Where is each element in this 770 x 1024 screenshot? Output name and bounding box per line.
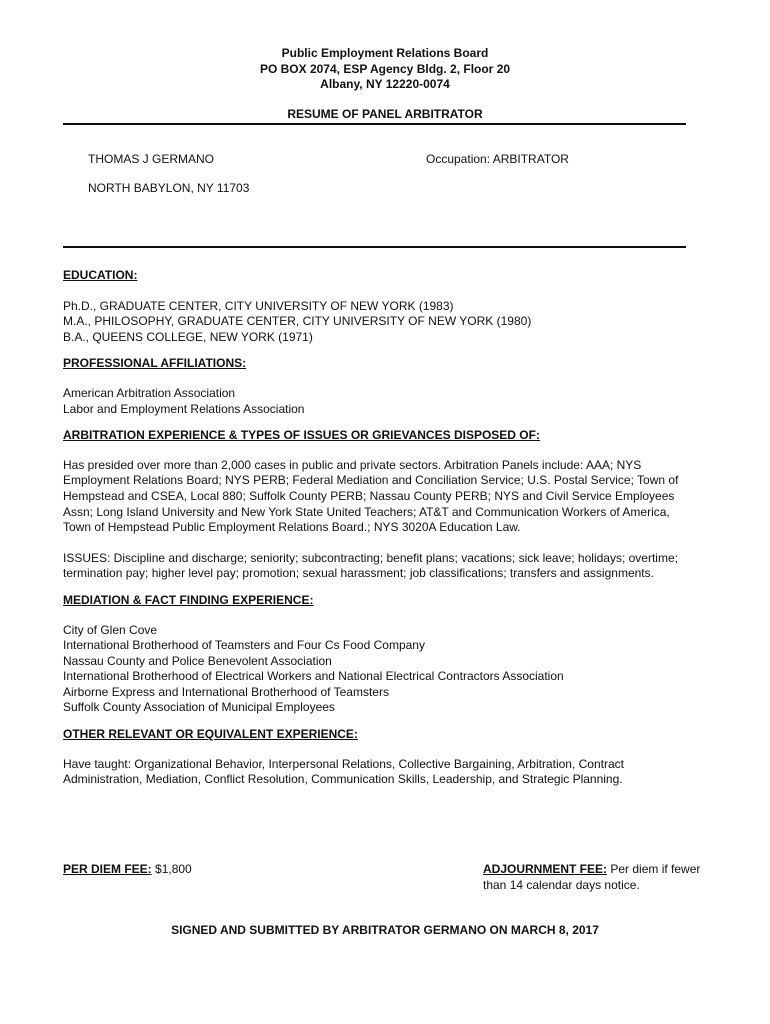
document-title: RESUME OF PANEL ARBITRATOR [287, 106, 483, 121]
affiliation-item: Labor and Employment Relations Association [63, 401, 305, 416]
resume-body [63, 268, 693, 788]
mediation-item: Nassau County and Police Benevolent Association [63, 653, 332, 668]
occupation: Occupation: ARBITRATOR [426, 152, 569, 166]
org-name: Public Employment Relations Board [281, 46, 489, 60]
arbitration-panels-paragraph: Has presided over more than 2,000 cases in public and private sectors. Arbitration Panels include: AAA; NYS Employment Relations Board; NYS PERB; Federal Mediation and Conciliation Service; U.S. Postal Service; Town of Hempstead and CSEA, Local 880; Suffolk County PERB; Nassau County PERB; NYS and Civil Service Employees Assn; Long Island University and New York State United Teachers; AT&T and Communication Workers of America, Town of Hempstead Public Employment Relations Board.; NYS 3020A Education Law. [63, 457, 679, 535]
affiliations-list [63, 386, 693, 417]
mediation-item: Airborne Express and International Brotherhood of Teamsters [63, 684, 389, 699]
section-divider [63, 246, 686, 248]
signature-statement: SIGNED AND SUBMITTED BY ARBITRATOR GERMANO ON MARCH 8, 2017 [171, 923, 599, 937]
other-experience [63, 757, 693, 788]
arbitration-details [63, 458, 693, 582]
education-item: M.A., PHILOSOPHY, GRADUATE CENTER, CITY UNIVERSITY OF NEW YORK (1980) [63, 314, 532, 329]
per-diem-label: PER DIEM FEE: [63, 862, 152, 876]
per-diem-fee [63, 862, 192, 878]
arbitrator-name: THOMAS J GERMANO [88, 152, 215, 166]
education-item: Ph.D., GRADUATE CENTER, CITY UNIVERSITY OF NEW YORK (1983) [63, 298, 454, 313]
per-diem-value: $1,800 [151, 862, 192, 876]
org-address-line-2: Albany, NY 12220-0074 [320, 77, 450, 91]
letterhead [0, 46, 770, 121]
org-address-line-1: PO BOX 2074, ESP Agency Bldg. 2, Floor 20 [259, 61, 511, 76]
other-experience-paragraph: Have taught: Organizational Behavior, Interpersonal Relations, Collective Bargaining, Arbitration, Contract Administration, Mediation, Conflict Resolution, Communication Skills, Leadership, and Strategic Planning. [63, 756, 624, 787]
top-divider [63, 123, 686, 125]
arbitration-issues-paragraph: ISSUES: Discipline and discharge; seniority; subcontracting; benefit plans; vacations; sick leave; holidays; overtime; termination pay; higher level pay; promotion; sexual harassment; job classifications; transfers and assignments. [63, 550, 678, 581]
mediation-item: International Brotherhood of Teamsters and Four Cs Food Company [63, 638, 425, 653]
arbitrator-location: NORTH BABYLON, NY 11703 [88, 181, 250, 195]
affiliations-heading: PROFESSIONAL AFFILIATIONS: [63, 356, 247, 371]
adjournment-label: ADJOURNMENT FEE: [483, 862, 608, 876]
adjournment-value: Per diem if fewer than 14 calendar days notice. [483, 862, 701, 892]
arbitration-heading: ARBITRATION EXPERIENCE & TYPES OF ISSUES OR GRIEVANCES DISPOSED OF: [63, 428, 540, 443]
education-heading: EDUCATION: [63, 268, 138, 282]
education-item: B.A., QUEENS COLLEGE, NEW YORK (1971) [63, 329, 313, 344]
mediation-item: Suffolk County Association of Municipal Employees [63, 700, 335, 715]
education-list [63, 299, 693, 346]
affiliation-item: American Arbitration Association [63, 385, 236, 400]
other-experience-heading: OTHER RELEVANT OR EQUIVALENT EXPERIENCE: [63, 727, 358, 742]
mediation-heading: MEDIATION & FACT FINDING EXPERIENCE: [63, 592, 314, 607]
mediation-list [63, 623, 693, 717]
adjournment-fee [483, 862, 703, 893]
mediation-item: International Brotherhood of Electrical Workers and National Electrical Contractors Association [63, 669, 564, 684]
mediation-item: City of Glen Cove [63, 622, 158, 637]
